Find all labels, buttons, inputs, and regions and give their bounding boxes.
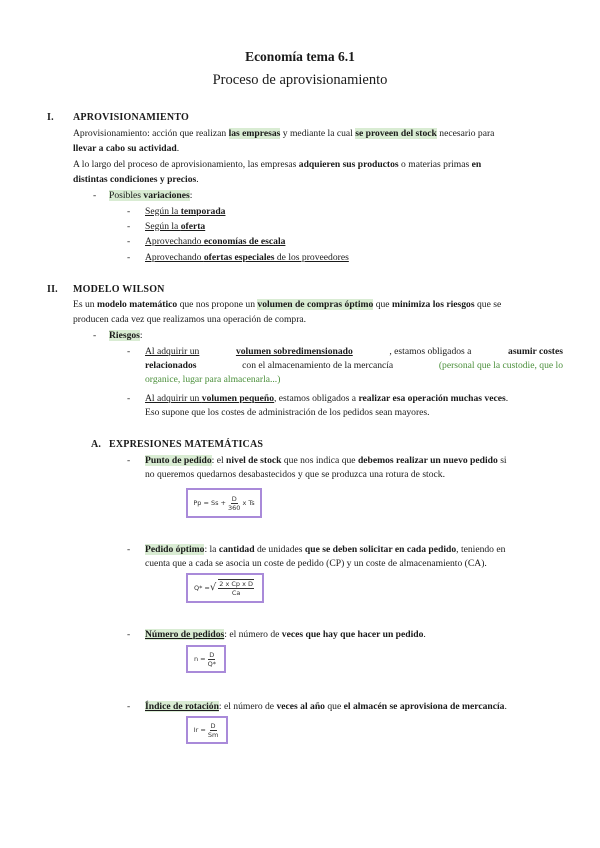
bullet-dash: -	[127, 455, 131, 466]
text: de los proveedores	[274, 252, 349, 263]
list-item	[145, 628, 565, 642]
bullet-dash: -	[127, 346, 131, 357]
highlight: Número de pedidos	[145, 629, 225, 640]
fraction	[208, 722, 218, 739]
text: .	[196, 174, 199, 185]
text: Aprovechando	[145, 252, 204, 263]
list-item	[145, 235, 285, 249]
highlight: se proveen del stock	[355, 128, 437, 139]
text: si	[497, 455, 507, 466]
text: : el número de	[218, 701, 277, 712]
formula-text: x Ts	[242, 499, 255, 507]
bold-text: cantidad	[218, 544, 255, 555]
text: producen cada vez que realizamos una operación de compra.	[73, 314, 307, 325]
list-item	[145, 700, 565, 714]
text: no queremos quedarnos desabastecidos y que se produzca una rotura de stock.	[145, 469, 445, 480]
bullet-dash: -	[127, 236, 131, 247]
text: :	[189, 190, 193, 201]
paragraph	[73, 298, 563, 312]
list-item	[145, 251, 349, 265]
sqrt-icon: √	[209, 582, 217, 593]
bold-text: debemos realizar un nuevo pedido	[357, 455, 498, 466]
formula-text: Q* =	[193, 584, 210, 592]
green-text: (personal que la custodie, que lo	[438, 360, 563, 371]
text: que se	[474, 299, 502, 310]
text: : la	[204, 544, 219, 555]
text: Eso supone que los costes de administración de los pedidos sean mayores.	[145, 407, 430, 418]
formula-numero-pedidos	[186, 645, 226, 673]
bold-text: volumen pequeño	[201, 393, 274, 404]
list-item	[145, 454, 565, 482]
list-item	[145, 392, 563, 420]
text: :	[139, 330, 143, 341]
text: Aprovisionamiento: acción que realizan	[73, 128, 229, 139]
highlight: Índice de rotación	[145, 701, 219, 712]
text: .	[505, 393, 509, 404]
bold-text: volumen sobredimensionado	[235, 346, 353, 357]
bullet-dash: -	[127, 252, 131, 263]
text: y mediante la cual	[280, 128, 356, 139]
formula-indice-rotacion	[186, 716, 228, 744]
text: .	[423, 629, 426, 640]
bold-text: asumir costes	[508, 346, 563, 357]
bold-text: llevar a cabo su actividad	[73, 143, 177, 154]
bullet-dash: -	[93, 330, 97, 341]
document-title: Economía tema 6.1	[245, 49, 355, 64]
text: , teniendo en	[456, 544, 506, 555]
section-number: I.	[47, 112, 54, 123]
list-item	[145, 205, 225, 219]
highlight: Posibles	[109, 190, 144, 201]
text: Al adquirir un	[145, 346, 200, 357]
highlight: variaciones	[143, 190, 190, 201]
bullet-item	[109, 189, 192, 203]
list-item	[145, 543, 565, 571]
bullet-dash: -	[127, 629, 131, 640]
fraction	[208, 651, 216, 668]
paragraph	[73, 142, 563, 156]
text: Es un	[73, 299, 97, 310]
denominator: 360	[228, 503, 241, 512]
bold-text: relacionados	[145, 360, 197, 371]
bold-text: oferta	[180, 221, 206, 232]
section-number: A.	[91, 439, 102, 450]
text: : el número de	[224, 629, 282, 640]
section-heading: APROVISIONAMIENTO	[73, 112, 190, 123]
section-heading: EXPRESIONES MATEMÁTICAS	[109, 439, 264, 450]
text: con el almacenamiento de la mercancía	[242, 360, 394, 371]
highlight: volumen de compras óptimo	[257, 299, 374, 310]
denominator: Q*	[207, 659, 216, 668]
section-number: II.	[47, 284, 58, 295]
paragraph	[73, 127, 563, 141]
text: .	[504, 701, 507, 712]
text: , estamos obligados a	[274, 393, 359, 404]
bullet-dash: -	[127, 206, 131, 217]
green-text: organice, lugar para almacenarla...)	[145, 374, 281, 385]
formula-pedido-optimo	[186, 573, 264, 603]
text: o materias primas	[398, 159, 472, 170]
paragraph	[73, 173, 563, 187]
text: .	[176, 143, 180, 154]
bold-text: realizar esa operación muchas veces	[358, 393, 506, 404]
denominator: Ca	[231, 589, 241, 597]
formula-punto-pedido	[186, 488, 262, 518]
bullet-item	[109, 329, 143, 343]
fraction	[218, 579, 254, 597]
numerator: 2 x Cp x D	[219, 580, 254, 588]
highlight: Riesgos	[109, 330, 140, 341]
text: : el	[211, 455, 227, 466]
bullet-dash: -	[93, 190, 97, 201]
text: Según la	[145, 206, 181, 217]
numerator: D	[209, 650, 215, 659]
list-item	[145, 345, 563, 387]
formula-text: n =	[193, 655, 206, 663]
bold-text: en	[471, 159, 482, 170]
text: Aprovechando	[145, 236, 204, 247]
paragraph	[73, 313, 563, 327]
text: que nos indica que	[281, 455, 358, 466]
text: , estamos obligados a	[389, 346, 472, 357]
text: A lo largo del proceso de aprovisionamiento, las empresas	[73, 159, 299, 170]
bold-text: que se deben solicitar en cada pedido	[304, 544, 457, 555]
bullet-dash: -	[127, 221, 131, 232]
text: necesario para	[436, 128, 495, 139]
text: que	[324, 701, 344, 712]
denominator: Sm	[207, 730, 219, 739]
bold-text: ofertas especiales	[203, 252, 275, 263]
bold-text: temporada	[180, 206, 226, 217]
bold-text: veces que hay que hacer un pedido	[281, 629, 424, 640]
formula-text: Ir =	[193, 726, 206, 734]
bold-text: nivel de stock	[226, 455, 282, 466]
formula-text: Pp = Ss +	[193, 499, 227, 507]
bold-text: economías de escala	[203, 236, 286, 247]
text: cuenta que a cada se asocia un coste de pedido (CP) y un coste de almacenamiento (CA).	[145, 558, 487, 569]
bold-text: veces al año	[276, 701, 325, 712]
section-heading: MODELO WILSON	[73, 284, 165, 295]
highlight: las empresas	[228, 128, 281, 139]
bold-text: distintas condiciones y precios	[73, 174, 197, 185]
fraction	[228, 495, 240, 512]
numerator: D	[231, 494, 237, 503]
bold-text: minimiza los riesgos	[391, 299, 475, 310]
highlight: Punto de pedido	[145, 455, 212, 466]
list-item	[145, 220, 205, 234]
highlight: Pedido óptimo	[145, 544, 205, 555]
text: que nos propone un	[177, 299, 258, 310]
bullet-dash: -	[127, 701, 131, 712]
document-subtitle: Proceso de aprovisionamiento	[212, 72, 388, 88]
text: Al adquirir un	[145, 393, 202, 404]
bullet-dash: -	[127, 544, 131, 555]
text: de unidades	[254, 544, 305, 555]
numerator: D	[210, 721, 216, 730]
text: que	[373, 299, 392, 310]
bold-text: adquieren sus productos	[298, 159, 399, 170]
bold-text: modelo matemático	[96, 299, 178, 310]
paragraph	[73, 158, 563, 172]
bold-text: el almacén se aprovisiona de mercancía	[343, 701, 505, 712]
bullet-dash: -	[127, 393, 131, 404]
text: Según la	[145, 221, 181, 232]
